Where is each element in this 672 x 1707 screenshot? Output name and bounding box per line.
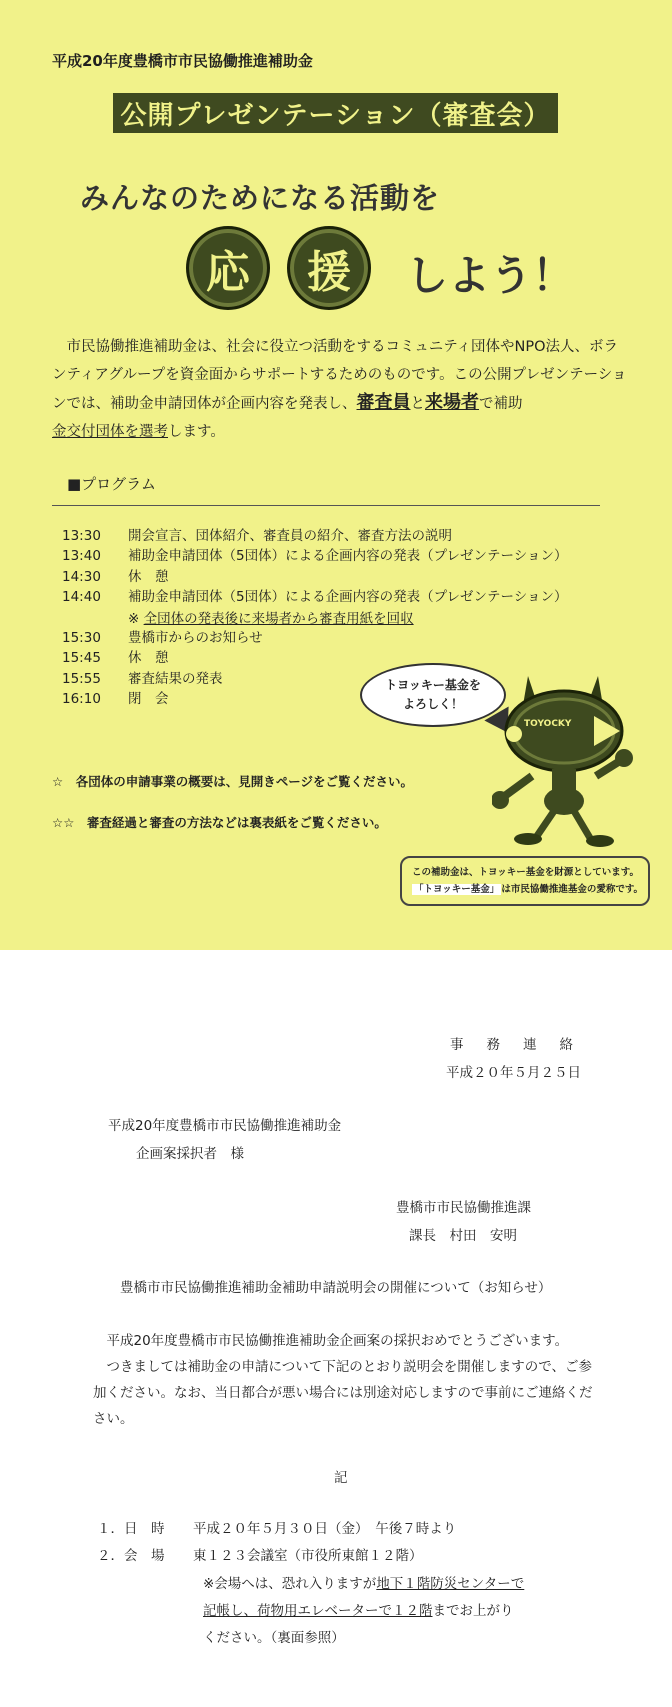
mascot-label: TOYOCKY bbox=[524, 719, 572, 729]
schedule-text: 休 憩 bbox=[128, 650, 169, 667]
intro-text-1: 市民協働推進補助金は、社会に役立つ活動をするコミュニティ団体やNPO法人、ボランティアグループを資金面からサポートするためのものです。この公開プレゼンテーションでは、補助金申請団体が企画内容を発表し、 bbox=[52, 339, 627, 412]
bubble-line2: よろしく！ bbox=[402, 697, 463, 711]
venue-note-underlined-1: 地下１階防災センターで bbox=[376, 1576, 525, 1592]
fund-name-highlight: 「トヨッキー基金」 bbox=[414, 884, 500, 895]
schedule-time: 14:40 bbox=[62, 589, 101, 606]
schedule-note-text: 全団体の発表後に来場者から審査用紙を回収 bbox=[143, 611, 414, 627]
item-value: 平成２０年５月３０日（金） 午後７時より bbox=[193, 1521, 457, 1537]
schedule-row bbox=[62, 567, 568, 587]
schedule-time: 13:30 bbox=[62, 528, 101, 544]
program-divider bbox=[52, 505, 600, 506]
memo-recipient-line2: 企画案採択者 様 bbox=[136, 1146, 244, 1162]
fund-line1: この補助金は、トヨッキー基金を財源としています。 bbox=[412, 867, 640, 878]
fund-line2-text: は市民協働推進基金の愛称です。 bbox=[501, 884, 644, 895]
venue-note-suffix: までお上がり bbox=[432, 1603, 514, 1619]
schedule-note bbox=[128, 607, 414, 627]
schedule-text: 休 憩 bbox=[128, 568, 169, 585]
note-review-method: ☆☆ 審査経過と審査の方法などは裏表紙をご覧ください。 bbox=[52, 815, 387, 830]
intro-and: と bbox=[410, 396, 425, 412]
memo-subject: 豊橋市市民協働推進補助金補助申請説明会の開催について（お知らせ） bbox=[120, 1280, 552, 1296]
fund-info-box bbox=[400, 856, 650, 906]
schedule-time: 15:55 bbox=[62, 670, 101, 687]
schedule-text: 審査結果の発表 bbox=[128, 670, 223, 687]
schedule-time: 16:10 bbox=[62, 691, 101, 708]
schedule-note-mark: ※ bbox=[128, 611, 140, 627]
headline-line2: しよう！ bbox=[406, 251, 575, 300]
memo-ki-heading: 記 bbox=[334, 1470, 348, 1486]
intro-text-2: で補助 bbox=[479, 396, 523, 412]
schedule-text: 補助金申請団体（5団体）による企画内容の発表（プレゼンテーション） bbox=[128, 589, 568, 606]
schedule-row bbox=[62, 526, 568, 546]
memo-date: 平成２０年５月２５日 bbox=[446, 1065, 581, 1081]
memo-venue-note bbox=[203, 1571, 524, 1652]
schedule-time: 15:45 bbox=[62, 650, 101, 667]
headline-line1: みんなのためになる活動を bbox=[80, 181, 441, 215]
schedule-time: 13:40 bbox=[62, 548, 101, 565]
venue-note-prefix: ※会場へは、恐れ入りますが bbox=[203, 1576, 377, 1592]
item-label: ２．会 場 bbox=[97, 1548, 165, 1564]
memo-sender-dept: 豊橋市市民協働推進課 bbox=[396, 1200, 531, 1216]
intro-bold-judges: 審査員 bbox=[356, 392, 411, 413]
item-value: 東１２３会議室（市役所東館１２階） bbox=[193, 1548, 423, 1564]
schedule-row bbox=[62, 587, 568, 607]
fund-line2 bbox=[412, 881, 648, 898]
program-title: ■プログラム bbox=[67, 475, 157, 493]
schedule-row bbox=[62, 648, 568, 668]
note-overview: ☆ 各団体の申請事業の概要は、見開きページをご覧ください。 bbox=[52, 774, 413, 789]
bubble-line1: トヨッキー基金を bbox=[385, 678, 481, 692]
headline-circle-1: 応 bbox=[186, 226, 270, 310]
venue-note-underlined-2: 記帳し、荷物用エレベーターで１２階 bbox=[203, 1603, 433, 1619]
schedule-text: 豊橋市からのお知らせ bbox=[128, 629, 263, 646]
schedule-time: 15:30 bbox=[62, 629, 101, 646]
flyer-header: 平成20年度豊橋市市民協働推進補助金 bbox=[52, 52, 313, 70]
memo-sender-name: 課長 村田 安明 bbox=[409, 1228, 517, 1244]
memo-item-datetime bbox=[97, 1517, 456, 1537]
schedule-text: 閉 会 bbox=[128, 691, 169, 708]
schedule-text: 開会宣言、団体紹介、審査員の紹介、審査方法の説明 bbox=[128, 528, 452, 544]
schedule-text: 補助金申請団体（5団体）による企画内容の発表（プレゼンテーション） bbox=[128, 548, 568, 565]
intro-paragraph bbox=[52, 333, 627, 446]
venue-note-line3: ください。（裏面参照） bbox=[203, 1630, 345, 1646]
item-label: １．日 時 bbox=[97, 1521, 165, 1537]
intro-bold-visitors: 来場者 bbox=[425, 392, 479, 413]
toyocky-mascot-icon bbox=[492, 676, 642, 851]
memo-type: 事務連絡 bbox=[450, 1037, 596, 1053]
intro-text-3: 金交付団体を選考 bbox=[52, 424, 168, 440]
schedule-time: 14:30 bbox=[62, 568, 101, 585]
headline-circle-2: 援 bbox=[287, 226, 371, 310]
memo-body: 平成20年度豊橋市市民協働推進補助金企画案の採択おめでとうございます。 つきましては補助金の申請について下記のとおり説明会を開催しますので、ご参加ください。なお、当日都合が悪い場合には別途対応しますので事前にご連絡ください。 bbox=[93, 1333, 593, 1427]
event-banner: 公開プレゼンテーション（審査会） bbox=[113, 93, 558, 133]
memo-recipient-line1: 平成20年度豊橋市市民協働推進補助金 bbox=[108, 1118, 342, 1134]
speech-bubble bbox=[360, 663, 506, 727]
intro-text-4: します。 bbox=[168, 424, 225, 440]
memo-item-venue bbox=[97, 1544, 423, 1564]
schedule-row bbox=[62, 628, 568, 648]
schedule-row bbox=[62, 546, 568, 566]
